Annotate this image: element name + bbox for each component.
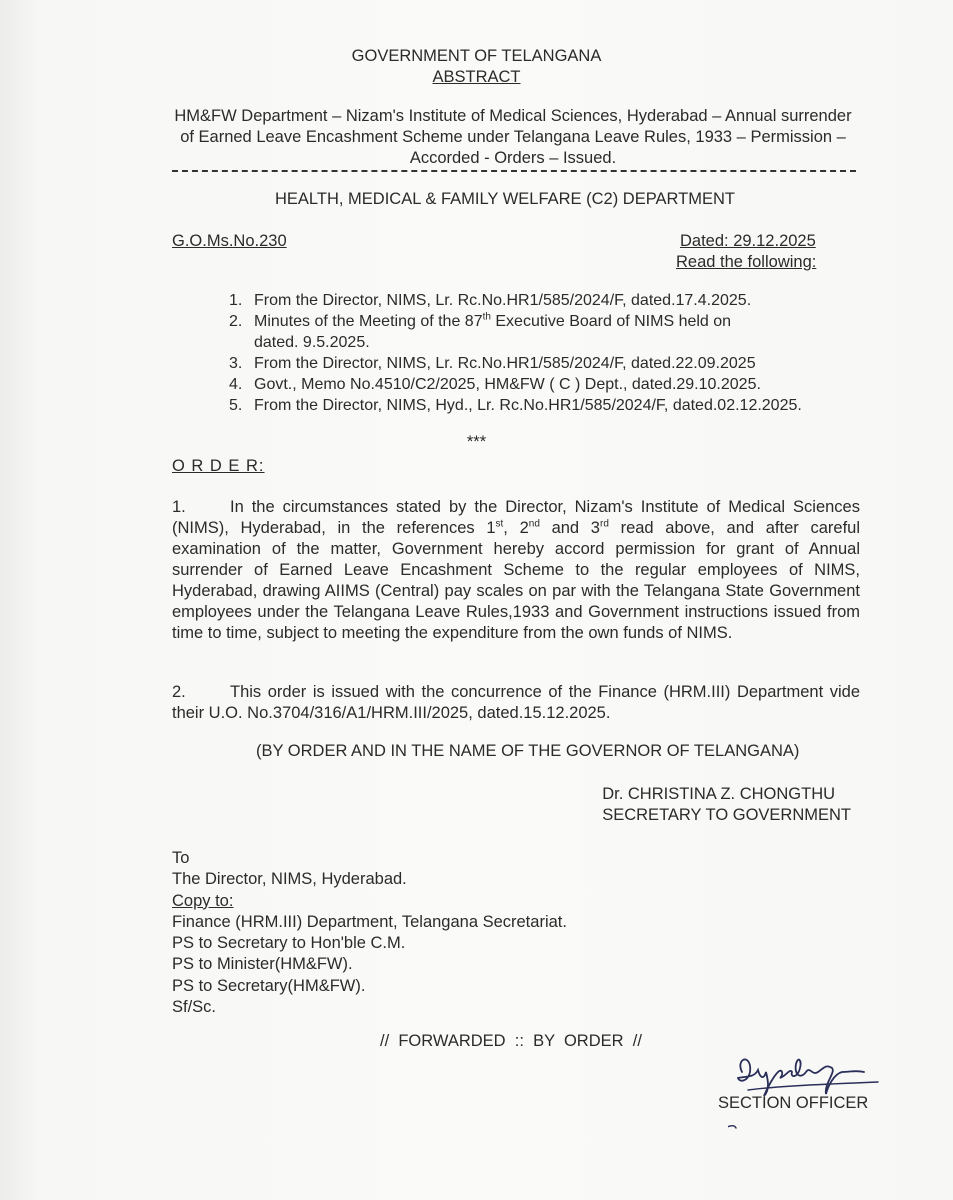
by-order-line: (BY ORDER AND IN THE NAME OF THE GOVERNOR OF TELANGANA): [256, 742, 800, 760]
subject: HM&FW Department – Nizam's Institute of Medical Sciences, Hyderabad – Annual surrender of Earned Leave Encashment Scheme under Telangana Leave Rules, 1933 – Permission – Accorded - Orders – Issued.: [174, 107, 852, 167]
superscript: nd: [528, 518, 540, 530]
reference-number: 2.: [229, 313, 243, 330]
paragraph-number: 1.: [172, 498, 186, 516]
reference-text: dated. 9.5.2025.: [254, 334, 370, 351]
paragraph-text: read above, and after careful examination of the matter, Government hereby accord permission for grant of Annual surrender of Earned Leave Encashment Scheme to the regular employees of NIMS, Hyderabad, drawing AIIMS (Central) pay scales on par with the Telangana State Government employees under the Telangana Leave Rules,1933 and Government instructions issued from time to time, subject to meeting the expenditure from the own funds of NIMS.: [172, 519, 860, 642]
reference-item: [229, 290, 849, 311]
reference-text: Govt., Memo No.4510/C2/2025, HM&FW ( C ) Dept., dated.29.10.2025.: [254, 376, 761, 393]
signatory-name: Dr. CHRISTINA Z. CHONGTHU: [602, 785, 836, 803]
reference-item: [229, 353, 849, 374]
abstract-label: ABSTRACT: [432, 68, 521, 86]
reference-text: Minutes of the Meeting of the 87: [254, 313, 483, 330]
reference-item: [229, 374, 849, 395]
department-heading: HEALTH, MEDICAL & FAMILY WELFARE (C2) DEPARTMENT: [275, 190, 735, 208]
signatory-block: [602, 784, 851, 826]
reference-item: [229, 395, 849, 416]
copy-item: PS to Minister(HM&FW).: [172, 955, 353, 974]
order-paragraph-2: [172, 682, 860, 724]
reference-number: 1.: [229, 292, 243, 309]
signatory-title: SECRETARY TO GOVERNMENT: [602, 806, 851, 824]
to-line: The Director, NIMS, Hyderabad.: [172, 870, 407, 889]
go-date: Dated: 29.12.2025: [680, 232, 816, 250]
forwarded-line: // FORWARDED :: BY ORDER //: [380, 1032, 642, 1050]
copy-item: Sf/Sc.: [172, 998, 217, 1017]
section-officer: SECTION OFFICER: [718, 1094, 869, 1112]
dashed-divider: [172, 170, 856, 178]
government-heading: GOVERNMENT OF TELANGANA: [351, 47, 602, 65]
reference-number: 4.: [229, 376, 243, 393]
paragraph-number: 2.: [172, 683, 186, 701]
references-list: [229, 290, 849, 416]
reference-text: From the Director, NIMS, Lr. Rc.No.HR1/585/2024/F, dated.17.4.2025.: [254, 292, 752, 309]
paragraph-text: This order is issued with the concurrence of the Finance (HRM.III) Department vide their U.O. No.3704/316/A1/HRM.III/2025, dated.15.12.2025.: [172, 683, 860, 722]
reference-item: [229, 311, 849, 353]
to-label: To: [172, 849, 190, 867]
initials-mark: [728, 1122, 736, 1128]
separator-asterisks: ***: [466, 433, 487, 451]
copy-to-label: Copy to:: [172, 891, 234, 910]
paragraph-text: In the circumstances stated by the Director, Nizam's Institute of Medical Sciences (NIMS), Hyderabad, in the references 1: [172, 498, 860, 537]
go-number: G.O.Ms.No.230: [172, 232, 287, 250]
copy-item: PS to Secretary to Hon'ble C.M.: [172, 934, 406, 953]
copy-item: Finance (HRM.III) Department, Telangana Secretariat.: [172, 912, 567, 931]
superscript: rd: [599, 518, 609, 530]
reference-number: 5.: [229, 397, 243, 414]
order-heading: O R D E R:: [172, 457, 265, 475]
order-paragraph-1: [172, 497, 860, 644]
abstract-heading: [0, 67, 953, 88]
read-following: Read the following:: [676, 253, 817, 271]
paragraph-text: and 3: [539, 519, 600, 537]
reference-text: From the Director, NIMS, Hyd., Lr. Rc.No.HR1/585/2024/F, dated.02.12.2025.: [254, 397, 802, 414]
addressee-block: [172, 848, 567, 1018]
reference-number: 3.: [229, 355, 243, 372]
signature-stroke: [738, 1059, 864, 1096]
copy-item: PS to Secretary(HM&FW).: [172, 976, 366, 995]
reference-text: Executive Board of NIMS held on: [490, 313, 732, 330]
superscript: st: [495, 518, 504, 530]
reference-text: From the Director, NIMS, Lr. Rc.No.HR1/585/2024/F, dated.22.09.2025: [254, 355, 756, 372]
paragraph-text: , 2: [503, 519, 529, 537]
superscript: th: [482, 311, 491, 323]
